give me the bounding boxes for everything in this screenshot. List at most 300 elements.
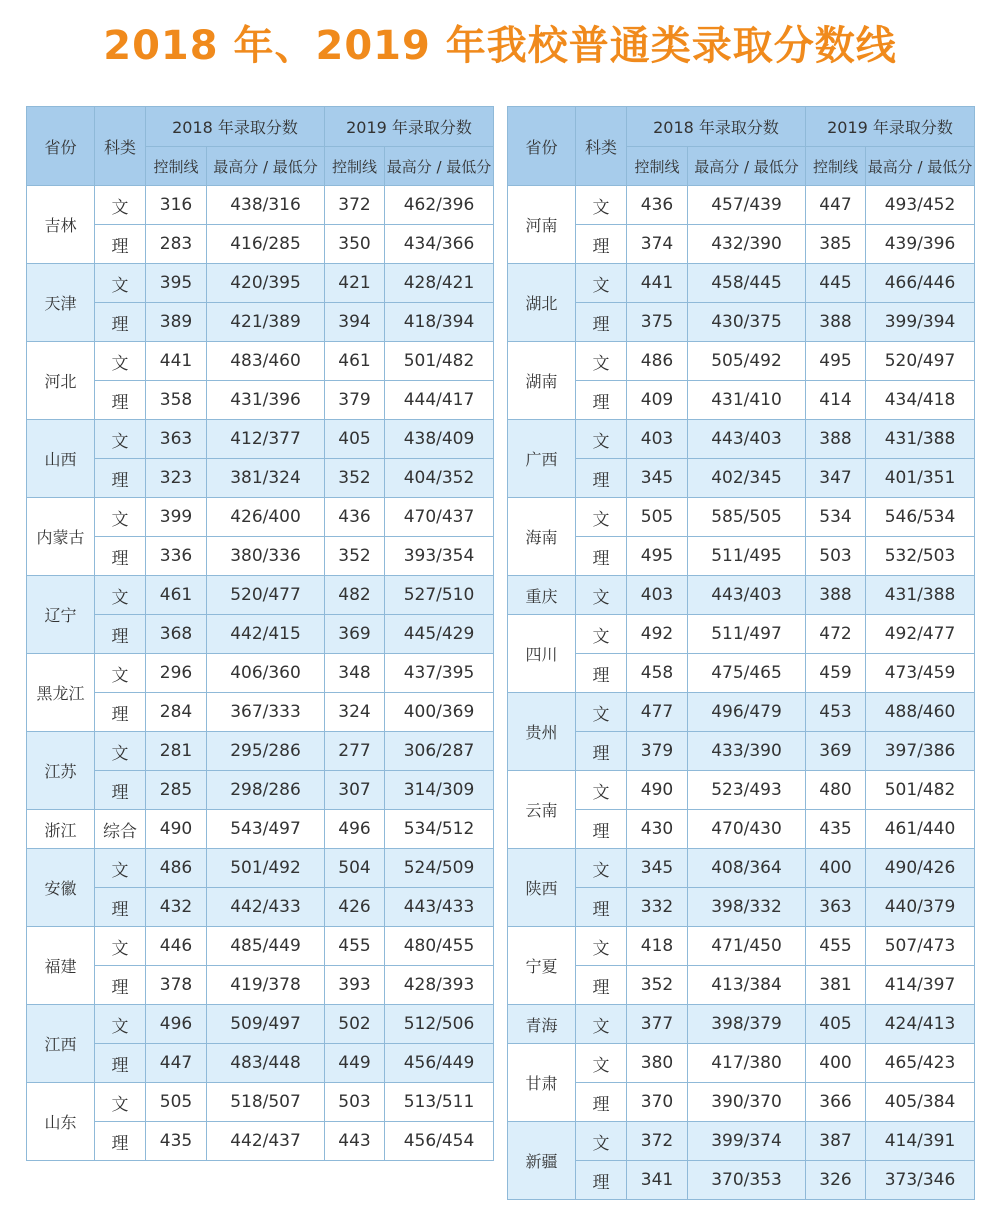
table-row — [27, 1044, 494, 1083]
subject-cell: 文 — [95, 927, 146, 966]
table-row — [508, 810, 975, 849]
table-row — [508, 888, 975, 927]
max-min-2019-cell: 520/497 — [866, 342, 975, 381]
table-row — [508, 381, 975, 420]
max-min-2018-cell: 402/345 — [688, 459, 806, 498]
max-min-2019-cell: 465/423 — [866, 1044, 975, 1083]
max-min-2019-cell: 480/455 — [385, 927, 494, 966]
control-line-2019-cell: 348 — [325, 654, 385, 693]
province-cell: 浙江 — [27, 810, 95, 849]
header-2019-scores: 2019 年录取分数 — [325, 107, 494, 147]
control-line-2018-cell: 380 — [627, 1044, 688, 1083]
max-min-2019-cell: 488/460 — [866, 693, 975, 732]
table-row — [508, 420, 975, 459]
max-min-2018-cell: 438/316 — [207, 186, 325, 225]
header-2018-control-line: 控制线 — [627, 147, 688, 186]
table-row — [508, 225, 975, 264]
max-min-2018-cell: 475/465 — [688, 654, 806, 693]
max-min-2019-cell: 431/388 — [866, 420, 975, 459]
control-line-2018-cell: 284 — [146, 693, 207, 732]
max-min-2019-cell: 456/454 — [385, 1122, 494, 1161]
subject-cell: 文 — [576, 186, 627, 225]
table-row — [508, 459, 975, 498]
control-line-2019-cell: 453 — [806, 693, 866, 732]
control-line-2018-cell: 399 — [146, 498, 207, 537]
max-min-2019-cell: 431/388 — [866, 576, 975, 615]
table-row — [508, 1005, 975, 1044]
province-cell: 湖北 — [508, 264, 576, 342]
control-line-2019-cell: 461 — [325, 342, 385, 381]
control-line-2019-cell: 421 — [325, 264, 385, 303]
table-row — [27, 654, 494, 693]
header-2018-max-min: 最高分 / 最低分 — [688, 147, 806, 186]
max-min-2019-cell: 534/512 — [385, 810, 494, 849]
max-min-2019-cell: 461/440 — [866, 810, 975, 849]
control-line-2019-cell: 455 — [806, 927, 866, 966]
control-line-2018-cell: 378 — [146, 966, 207, 1005]
score-table-right — [507, 106, 975, 1200]
max-min-2019-cell: 405/384 — [866, 1083, 975, 1122]
table-row — [508, 186, 975, 225]
max-min-2018-cell: 431/410 — [688, 381, 806, 420]
control-line-2019-cell: 503 — [806, 537, 866, 576]
subject-cell: 理 — [576, 888, 627, 927]
subject-cell: 理 — [95, 1044, 146, 1083]
province-cell: 云南 — [508, 771, 576, 849]
control-line-2018-cell: 446 — [146, 927, 207, 966]
subject-cell: 文 — [576, 342, 627, 381]
max-min-2018-cell: 413/384 — [688, 966, 806, 1005]
max-min-2019-cell: 414/391 — [866, 1122, 975, 1161]
max-min-2018-cell: 295/286 — [207, 732, 325, 771]
control-line-2019-cell: 369 — [806, 732, 866, 771]
max-min-2019-cell: 314/309 — [385, 771, 494, 810]
control-line-2019-cell: 326 — [806, 1161, 866, 1200]
header-2019-control-line: 控制线 — [325, 147, 385, 186]
province-cell: 四川 — [508, 615, 576, 693]
control-line-2019-cell: 363 — [806, 888, 866, 927]
page-title: 2018 年、2019 年我校普通类录取分数线 — [103, 23, 897, 69]
table-row — [27, 810, 494, 849]
max-min-2018-cell: 496/479 — [688, 693, 806, 732]
table-row — [27, 849, 494, 888]
control-line-2019-cell: 400 — [806, 1044, 866, 1083]
subject-cell: 文 — [576, 576, 627, 615]
subject-cell: 综合 — [95, 810, 146, 849]
subject-cell: 理 — [576, 810, 627, 849]
max-min-2019-cell: 507/473 — [866, 927, 975, 966]
province-cell: 天津 — [27, 264, 95, 342]
control-line-2019-cell: 436 — [325, 498, 385, 537]
control-line-2018-cell: 490 — [146, 810, 207, 849]
province-cell: 重庆 — [508, 576, 576, 615]
max-min-2018-cell: 520/477 — [207, 576, 325, 615]
subject-cell: 理 — [576, 303, 627, 342]
control-line-2018-cell: 372 — [627, 1122, 688, 1161]
control-line-2018-cell: 358 — [146, 381, 207, 420]
subject-cell: 理 — [576, 459, 627, 498]
max-min-2019-cell: 434/418 — [866, 381, 975, 420]
control-line-2018-cell: 441 — [146, 342, 207, 381]
subject-cell: 理 — [576, 966, 627, 1005]
max-min-2019-cell: 400/369 — [385, 693, 494, 732]
control-line-2019-cell: 496 — [325, 810, 385, 849]
control-line-2018-cell: 323 — [146, 459, 207, 498]
max-min-2018-cell: 399/374 — [688, 1122, 806, 1161]
province-cell: 青海 — [508, 1005, 576, 1044]
subject-cell: 文 — [576, 1122, 627, 1161]
max-min-2019-cell: 404/352 — [385, 459, 494, 498]
header-2019-control-line: 控制线 — [806, 147, 866, 186]
table-row — [27, 693, 494, 732]
subject-cell: 理 — [95, 615, 146, 654]
table-row — [27, 342, 494, 381]
subject-cell: 文 — [95, 576, 146, 615]
subject-cell: 文 — [95, 849, 146, 888]
header-province: 省份 — [508, 107, 576, 186]
max-min-2019-cell: 456/449 — [385, 1044, 494, 1083]
subject-cell: 文 — [95, 342, 146, 381]
province-cell: 宁夏 — [508, 927, 576, 1005]
table-row — [508, 615, 975, 654]
control-line-2019-cell: 504 — [325, 849, 385, 888]
province-cell: 湖南 — [508, 342, 576, 420]
control-line-2018-cell: 447 — [146, 1044, 207, 1083]
control-line-2019-cell: 534 — [806, 498, 866, 537]
control-line-2018-cell: 486 — [146, 849, 207, 888]
subject-cell: 理 — [95, 537, 146, 576]
subject-cell: 文 — [576, 264, 627, 303]
max-min-2019-cell: 401/351 — [866, 459, 975, 498]
control-line-2019-cell: 443 — [325, 1122, 385, 1161]
province-cell: 吉林 — [27, 186, 95, 264]
control-line-2019-cell: 372 — [325, 186, 385, 225]
max-min-2019-cell: 434/366 — [385, 225, 494, 264]
subject-cell: 理 — [576, 381, 627, 420]
control-line-2018-cell: 296 — [146, 654, 207, 693]
table-row — [27, 537, 494, 576]
subject-cell: 文 — [576, 927, 627, 966]
header-subject: 科类 — [95, 107, 146, 186]
control-line-2019-cell: 426 — [325, 888, 385, 927]
table-row — [27, 225, 494, 264]
max-min-2018-cell: 518/507 — [207, 1083, 325, 1122]
max-min-2019-cell: 373/346 — [866, 1161, 975, 1200]
province-cell: 陕西 — [508, 849, 576, 927]
max-min-2019-cell: 490/426 — [866, 849, 975, 888]
subject-cell: 理 — [576, 1083, 627, 1122]
control-line-2018-cell: 352 — [627, 966, 688, 1005]
control-line-2018-cell: 486 — [627, 342, 688, 381]
max-min-2018-cell: 443/403 — [688, 576, 806, 615]
max-min-2018-cell: 398/379 — [688, 1005, 806, 1044]
control-line-2018-cell: 430 — [627, 810, 688, 849]
control-line-2019-cell: 350 — [325, 225, 385, 264]
table-row — [27, 381, 494, 420]
control-line-2018-cell: 345 — [627, 459, 688, 498]
control-line-2019-cell: 455 — [325, 927, 385, 966]
control-line-2019-cell: 400 — [806, 849, 866, 888]
max-min-2018-cell: 421/389 — [207, 303, 325, 342]
subject-cell: 理 — [95, 459, 146, 498]
subject-cell: 文 — [576, 849, 627, 888]
control-line-2019-cell: 414 — [806, 381, 866, 420]
subject-cell: 文 — [95, 420, 146, 459]
table-row — [27, 1122, 494, 1161]
control-line-2019-cell: 459 — [806, 654, 866, 693]
control-line-2018-cell: 461 — [146, 576, 207, 615]
table-row — [27, 927, 494, 966]
max-min-2018-cell: 442/437 — [207, 1122, 325, 1161]
control-line-2018-cell: 435 — [146, 1122, 207, 1161]
max-min-2018-cell: 443/403 — [688, 420, 806, 459]
max-min-2018-cell: 408/364 — [688, 849, 806, 888]
subject-cell: 理 — [576, 1161, 627, 1200]
control-line-2019-cell: 503 — [325, 1083, 385, 1122]
max-min-2019-cell: 524/509 — [385, 849, 494, 888]
header-2018-scores: 2018 年录取分数 — [146, 107, 325, 147]
subject-cell: 理 — [95, 225, 146, 264]
header-2019-max-min: 最高分 / 最低分 — [385, 147, 494, 186]
control-line-2019-cell: 387 — [806, 1122, 866, 1161]
max-min-2019-cell: 501/482 — [866, 771, 975, 810]
table-row — [508, 576, 975, 615]
max-min-2019-cell: 473/459 — [866, 654, 975, 693]
province-cell: 福建 — [27, 927, 95, 1005]
max-min-2018-cell: 483/448 — [207, 1044, 325, 1083]
max-min-2018-cell: 432/390 — [688, 225, 806, 264]
control-line-2018-cell: 505 — [627, 498, 688, 537]
header-2018-max-min: 最高分 / 最低分 — [207, 147, 325, 186]
control-line-2018-cell: 377 — [627, 1005, 688, 1044]
control-line-2018-cell: 490 — [627, 771, 688, 810]
control-line-2019-cell: 435 — [806, 810, 866, 849]
subject-cell: 文 — [576, 615, 627, 654]
max-min-2019-cell: 462/396 — [385, 186, 494, 225]
province-cell: 内蒙古 — [27, 498, 95, 576]
max-min-2019-cell: 470/437 — [385, 498, 494, 537]
control-line-2018-cell: 492 — [627, 615, 688, 654]
max-min-2018-cell: 509/497 — [207, 1005, 325, 1044]
control-line-2018-cell: 379 — [627, 732, 688, 771]
control-line-2018-cell: 316 — [146, 186, 207, 225]
control-line-2019-cell: 388 — [806, 420, 866, 459]
control-line-2018-cell: 409 — [627, 381, 688, 420]
province-cell: 河南 — [508, 186, 576, 264]
max-min-2019-cell: 428/393 — [385, 966, 494, 1005]
table-row — [27, 771, 494, 810]
table-row — [27, 303, 494, 342]
control-line-2018-cell: 496 — [146, 1005, 207, 1044]
table-row — [508, 498, 975, 537]
control-line-2019-cell: 369 — [325, 615, 385, 654]
table-row — [27, 498, 494, 537]
max-min-2018-cell: 505/492 — [688, 342, 806, 381]
max-min-2018-cell: 419/378 — [207, 966, 325, 1005]
table-row — [508, 1044, 975, 1083]
max-min-2018-cell: 470/430 — [688, 810, 806, 849]
control-line-2019-cell: 480 — [806, 771, 866, 810]
table-row — [508, 732, 975, 771]
control-line-2018-cell: 432 — [146, 888, 207, 927]
max-min-2018-cell: 433/390 — [688, 732, 806, 771]
subject-cell: 理 — [95, 771, 146, 810]
subject-cell: 文 — [576, 693, 627, 732]
control-line-2019-cell: 472 — [806, 615, 866, 654]
table-row — [27, 615, 494, 654]
control-line-2018-cell: 477 — [627, 693, 688, 732]
max-min-2019-cell: 443/433 — [385, 888, 494, 927]
province-cell: 辽宁 — [27, 576, 95, 654]
subject-cell: 文 — [95, 1083, 146, 1122]
table-row — [508, 927, 975, 966]
max-min-2018-cell: 298/286 — [207, 771, 325, 810]
control-line-2018-cell: 345 — [627, 849, 688, 888]
control-line-2019-cell: 495 — [806, 342, 866, 381]
control-line-2018-cell: 374 — [627, 225, 688, 264]
max-min-2018-cell: 543/497 — [207, 810, 325, 849]
control-line-2018-cell: 389 — [146, 303, 207, 342]
control-line-2018-cell: 363 — [146, 420, 207, 459]
subject-cell: 理 — [576, 732, 627, 771]
control-line-2019-cell: 482 — [325, 576, 385, 615]
subject-cell: 文 — [576, 1005, 627, 1044]
control-line-2018-cell: 332 — [627, 888, 688, 927]
max-min-2019-cell: 466/446 — [866, 264, 975, 303]
subject-cell: 理 — [576, 225, 627, 264]
table-row — [27, 186, 494, 225]
max-min-2018-cell: 380/336 — [207, 537, 325, 576]
max-min-2018-cell: 511/495 — [688, 537, 806, 576]
subject-cell: 文 — [95, 1005, 146, 1044]
subject-cell: 文 — [95, 264, 146, 303]
max-min-2019-cell: 397/386 — [866, 732, 975, 771]
subject-cell: 理 — [95, 303, 146, 342]
province-cell: 河北 — [27, 342, 95, 420]
table-row — [27, 732, 494, 771]
subject-cell: 理 — [576, 537, 627, 576]
header-2019-scores: 2019 年录取分数 — [806, 107, 975, 147]
header-2018-control-line: 控制线 — [146, 147, 207, 186]
province-cell: 山东 — [27, 1083, 95, 1161]
control-line-2018-cell: 285 — [146, 771, 207, 810]
table-row — [508, 303, 975, 342]
max-min-2018-cell: 416/285 — [207, 225, 325, 264]
max-min-2019-cell: 492/477 — [866, 615, 975, 654]
table-row — [508, 1083, 975, 1122]
table-row — [508, 966, 975, 1005]
max-min-2019-cell: 428/421 — [385, 264, 494, 303]
control-line-2018-cell: 341 — [627, 1161, 688, 1200]
subject-cell: 文 — [576, 498, 627, 537]
max-min-2018-cell: 585/505 — [688, 498, 806, 537]
header-2019-max-min: 最高分 / 最低分 — [866, 147, 975, 186]
max-min-2019-cell: 512/506 — [385, 1005, 494, 1044]
table-row — [27, 888, 494, 927]
control-line-2019-cell: 393 — [325, 966, 385, 1005]
control-line-2019-cell: 381 — [806, 966, 866, 1005]
table-row — [27, 420, 494, 459]
control-line-2018-cell: 441 — [627, 264, 688, 303]
max-min-2019-cell: 306/287 — [385, 732, 494, 771]
control-line-2018-cell: 495 — [627, 537, 688, 576]
max-min-2019-cell: 438/409 — [385, 420, 494, 459]
subject-cell: 文 — [576, 420, 627, 459]
max-min-2018-cell: 485/449 — [207, 927, 325, 966]
table-row — [27, 459, 494, 498]
control-line-2018-cell: 403 — [627, 576, 688, 615]
control-line-2018-cell: 375 — [627, 303, 688, 342]
subject-cell: 理 — [95, 966, 146, 1005]
max-min-2018-cell: 457/439 — [688, 186, 806, 225]
subject-cell: 理 — [95, 693, 146, 732]
control-line-2018-cell: 436 — [627, 186, 688, 225]
max-min-2018-cell: 420/395 — [207, 264, 325, 303]
max-min-2018-cell: 398/332 — [688, 888, 806, 927]
control-line-2019-cell: 307 — [325, 771, 385, 810]
max-min-2018-cell: 426/400 — [207, 498, 325, 537]
max-min-2019-cell: 493/452 — [866, 186, 975, 225]
table-row — [508, 771, 975, 810]
table-row — [508, 654, 975, 693]
header-province: 省份 — [27, 107, 95, 186]
province-cell: 黑龙江 — [27, 654, 95, 732]
table-row — [508, 693, 975, 732]
max-min-2019-cell: 444/417 — [385, 381, 494, 420]
province-cell: 甘肃 — [508, 1044, 576, 1122]
control-line-2019-cell: 277 — [325, 732, 385, 771]
max-min-2018-cell: 442/433 — [207, 888, 325, 927]
max-min-2019-cell: 532/503 — [866, 537, 975, 576]
max-min-2018-cell: 430/375 — [688, 303, 806, 342]
subject-cell: 理 — [576, 654, 627, 693]
max-min-2018-cell: 412/377 — [207, 420, 325, 459]
control-line-2019-cell: 394 — [325, 303, 385, 342]
control-line-2018-cell: 281 — [146, 732, 207, 771]
max-min-2019-cell: 440/379 — [866, 888, 975, 927]
max-min-2018-cell: 406/360 — [207, 654, 325, 693]
province-cell: 江苏 — [27, 732, 95, 810]
max-min-2019-cell: 437/395 — [385, 654, 494, 693]
control-line-2019-cell: 502 — [325, 1005, 385, 1044]
max-min-2018-cell: 417/380 — [688, 1044, 806, 1083]
header-subject: 科类 — [576, 107, 627, 186]
control-line-2019-cell: 449 — [325, 1044, 385, 1083]
max-min-2018-cell: 367/333 — [207, 693, 325, 732]
control-line-2019-cell: 405 — [806, 1005, 866, 1044]
control-line-2019-cell: 445 — [806, 264, 866, 303]
province-cell: 海南 — [508, 498, 576, 576]
control-line-2018-cell: 418 — [627, 927, 688, 966]
table-row — [27, 1005, 494, 1044]
table-row — [27, 264, 494, 303]
control-line-2018-cell: 395 — [146, 264, 207, 303]
subject-cell: 文 — [95, 732, 146, 771]
max-min-2018-cell: 381/324 — [207, 459, 325, 498]
control-line-2019-cell: 324 — [325, 693, 385, 732]
header-2018-scores: 2018 年录取分数 — [627, 107, 806, 147]
table-row — [508, 537, 975, 576]
max-min-2019-cell: 513/511 — [385, 1083, 494, 1122]
province-cell: 安徽 — [27, 849, 95, 927]
max-min-2019-cell: 501/482 — [385, 342, 494, 381]
table-row — [508, 342, 975, 381]
table-row — [27, 576, 494, 615]
max-min-2018-cell: 370/353 — [688, 1161, 806, 1200]
max-min-2018-cell: 442/415 — [207, 615, 325, 654]
subject-cell: 文 — [576, 771, 627, 810]
max-min-2019-cell: 393/354 — [385, 537, 494, 576]
